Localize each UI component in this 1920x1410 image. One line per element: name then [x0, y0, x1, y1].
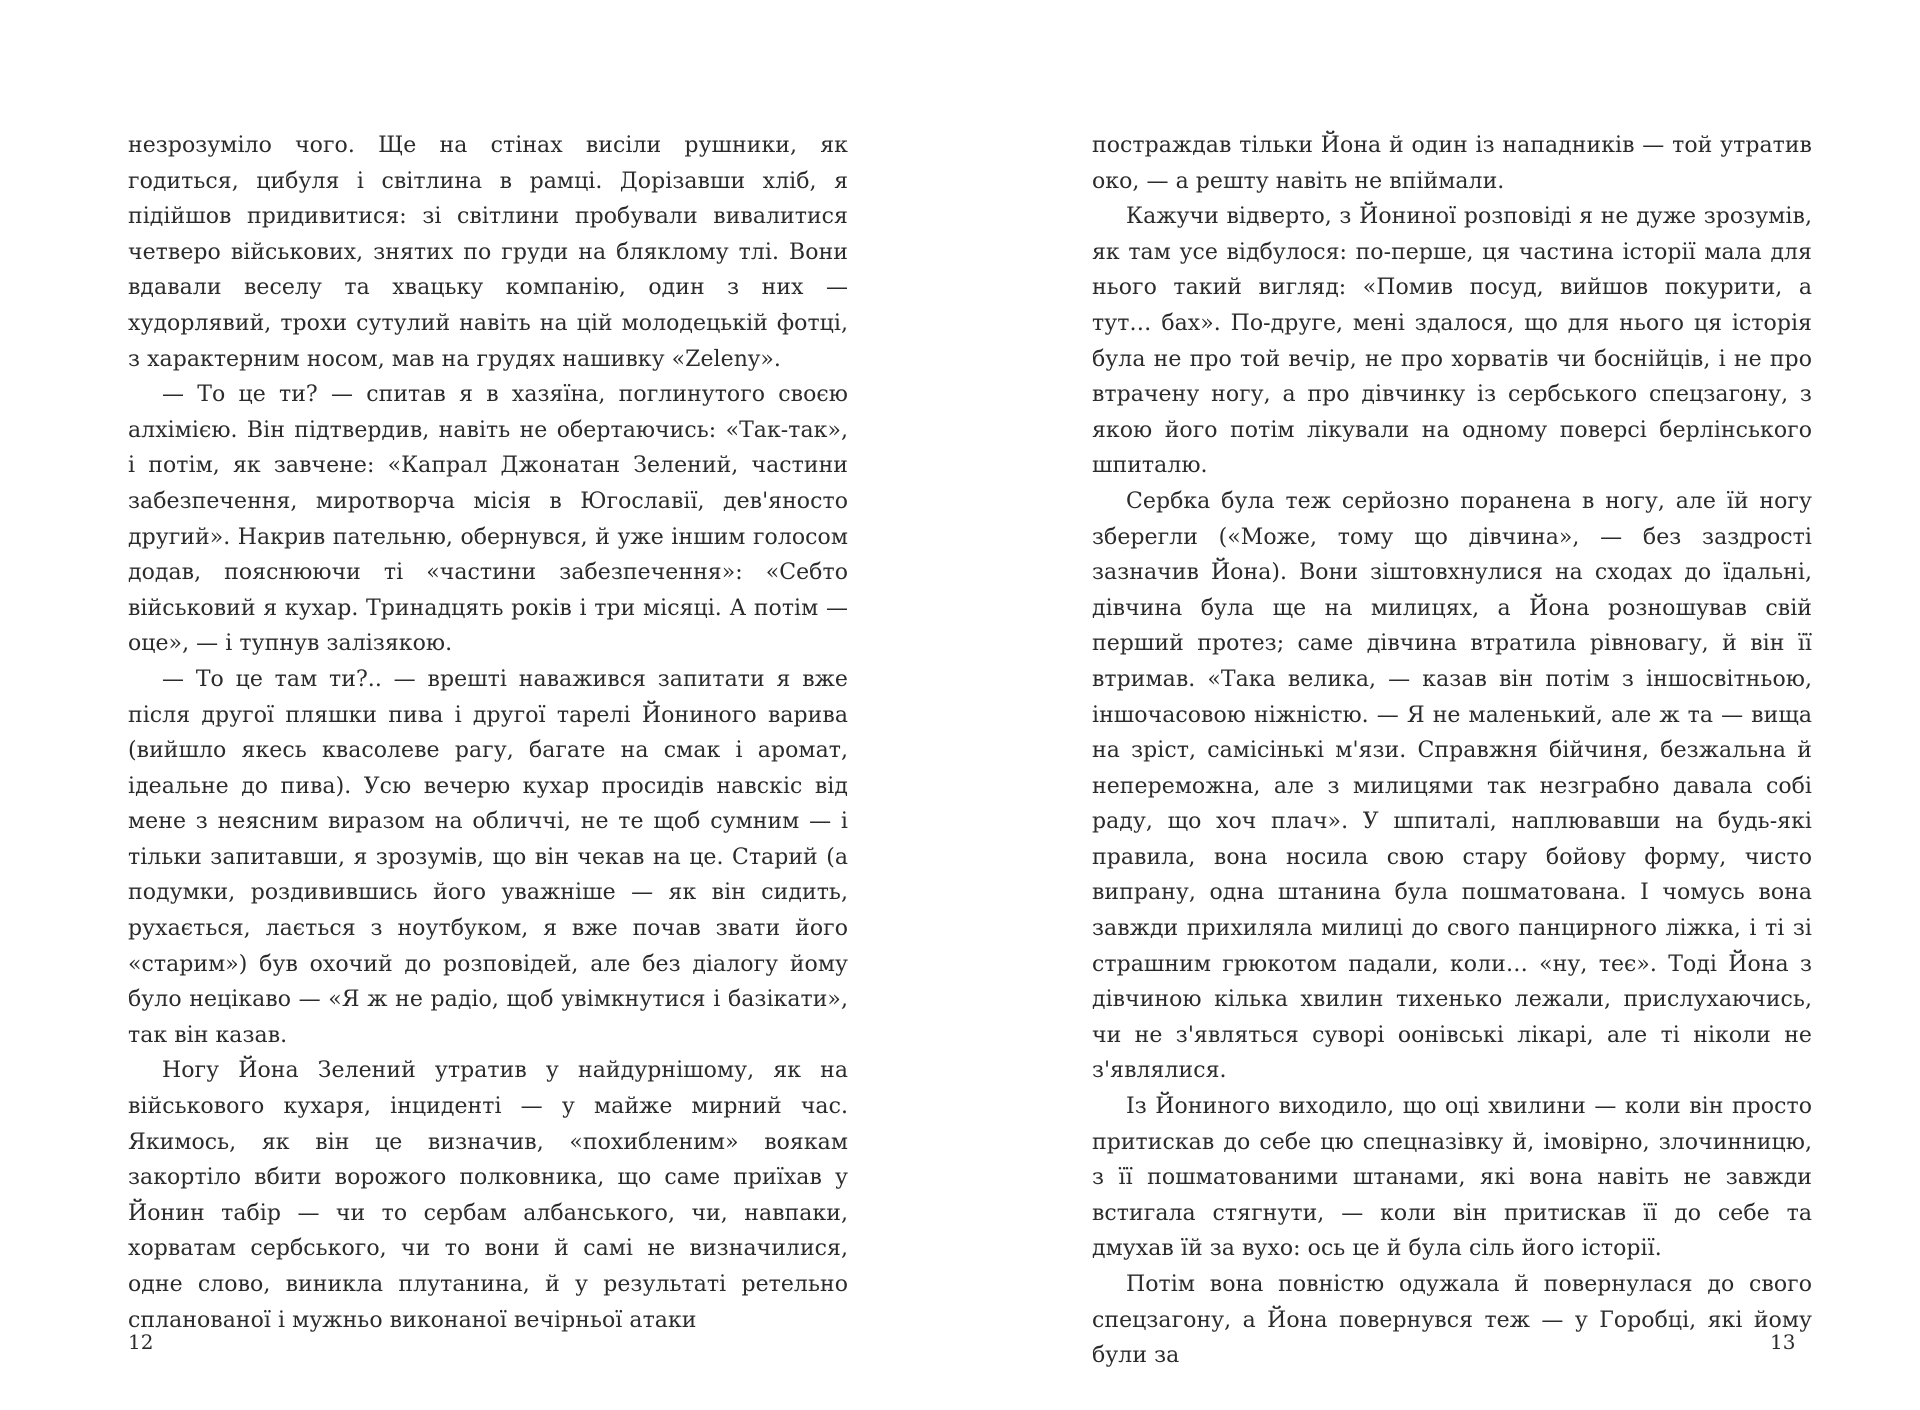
left-page [128, 128, 848, 1338]
left-paragraph-3: — То це там ти?.. — врешті наважився запитати я вже після другої пляшки пива і другої тарелі Йониного варива (вийшло якесь квасолеве рагу, багате на смак і аромат, ідеальне до пива). Усю вечерю кухар просидів навскіс від мене з неясним виразом на обличчі, не те щоб сумним — і тільки запитавши, я зрозумів, що він чекав на це. Старий (а подумки, роздивившись його уважніше — як він сидить, рухається, лається з ноутбуком, я вже почав звати його «старим») був охочий до розповідей, але без діалогу йому було нецікаво — «Я ж не радіо, щоб увімкнутися і базікати», так він казав. [128, 666, 848, 1048]
right-page [1092, 128, 1812, 1374]
right-page-number: 13 [1770, 1330, 1796, 1354]
right-paragraph-1: постраждав тільки Йона й один із нападників — той утратив око, — а решту навіть не впіймали. [1092, 133, 1812, 194]
right-paragraph-4: Із Йониного виходило, що оці хвилини — коли він просто притискав до себе цю спецназівку й, імовірно, злочинницю, з її пошматованими штанами, які вона навіть не завжди встигала стягнути, — коли він притискав її до себе та дмухав їй за вухо: ось це й була сіль його історії. [1092, 1094, 1812, 1262]
left-paragraph-4: Ногу Йона Зелений утратив у найдурнішому, як на військового кухаря, інциденті — у майже мирний час. Якимось, як він це визначив, «похибленим» воякам закортіло вбити ворожого полковника, що саме приїхав у Йонин табір — чи то сербам албанського, чи, навпаки, хорватам сербського, чи то вони й самі не визначилися, одне слово, виникла плутанина, й у результаті ретельно спланованої і мужньо виконаної вечірньої атаки [128, 1058, 848, 1333]
right-paragraph-3: Сербка була теж серйозно поранена в ногу, але їй ногу зберегли («Може, тому що дівчина», — без заздрості зазначив Йона). Вони зіштовхнулися на сходах до їдальні, дівчина була ще на милицях, а Йона розношував свій перший протез; саме дівчина втратила рівновагу, й він її втримав. «Така велика, — казав він потім з іншосвітньою, іншочасовою ніжністю. — Я не маленький, але ж та — вища на зріст, самісінькі м'язи. Справжня бійчиня, безжальна й непереможна, але з милицями так незграбно давала собі раду, що хоч плач». У шпиталі, наплювавши на будь-які правила, вона носила свою стару бойову форму, чисто випрану, одна штанина була пошматована. І чомусь вона завжди прихиляла милиці до свого панцирного ліжка, і ті зі страшним грюкотом падали, коли… «ну, теє». Тоді Йона з дівчиною кілька хвилин тихенько лежали, прислухаючись, чи не з'являться суворі оонівські лікарі, але ті ніколи не з'являлися. [1092, 488, 1812, 1084]
right-paragraph-2: Кажучи відверто, з Йониної розповіді я не дуже зрозумів, як там усе відбулося: по-перше, ця частина історії мала для нього такий вигляд: «Помив посуд, вийшов покурити, а тут… бах». По-друге, мені здалося, що для нього ця історія була не про той вечір, не про хорватів чи боснійців, і не про втрачену ногу, а про дівчинку із сербського спецзагону, з якою його потім лікували на одному поверсі берлінського шпиталю. [1092, 204, 1812, 479]
left-page-number: 12 [128, 1330, 154, 1354]
right-paragraph-5: Потім вона повністю одужала й повернулася до свого спецзагону, а Йона повернувся теж — у Горобці, які йому були за [1092, 1272, 1812, 1369]
left-paragraph-1: незрозуміло чого. Ще на стінах висіли рушники, як годиться, цибуля і світлина в рамці. Дорізавши хліб, я підійшов придивитися: зі світлини пробували вивалитися четверо військових, знятих по груди на бляклому тлі. Вони вдавали веселу та хвацьку компанію, один з них — худорлявий, трохи сутулий навіть на цій молодецькій фотці, з характерним носом, мав на грудях нашивку «Zeleny». [128, 133, 848, 372]
left-paragraph-2: — То це ти? — спитав я в хазяїна, поглинутого своєю алхімією. Він підтвердив, навіть не обертаючись: «Так-так», і потім, як завчене: «Капрал Джонатан Зелений, частини забезпечення, миротворча місія в Югославії, дев'яносто другий». Накрив пательню, обернувся, й уже іншим голосом додав, пояснюючи ті «частини забезпечення»: «Себто військовий я кухар. Тринадцять років і три місяці. А потім — оце», — і тупнув залізякою. [128, 382, 848, 657]
